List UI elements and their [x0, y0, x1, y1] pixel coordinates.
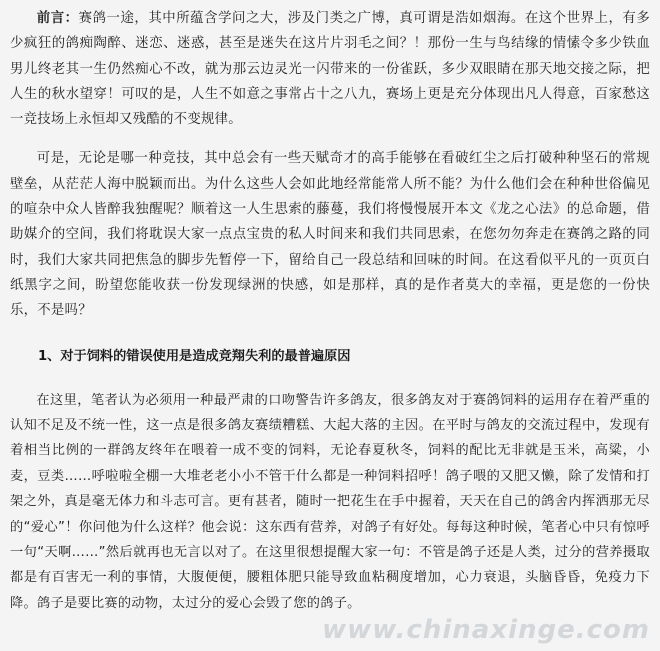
intro-paragraph — [10, 6, 650, 132]
intro-text: 赛鸽一途，其中所蕴含学问之大，涉及门类之广博，真可谓是浩如烟海。在这个世界上，有多少疯狂的鸽痴陶醉、迷恋、迷惑，甚至是迷失在这片片羽毛之间？！那份一生与鸟结缘的情愫令多少铁血男儿终老其一生仍然痴心不改，就为那云边灵光一闪带来的一份雀跃，多少双眼睛在那天地交接之际，把人生的秋水望穿！可叹的是，人生不如意之事常占十之八九，赛场上更是充分体现出凡人得意，百家愁这一竞技场上永恒却又残酷的不变规律。 — [10, 11, 651, 128]
site-watermark: www.chinaxinge.com — [322, 615, 650, 645]
intro-label: 前言： — [36, 10, 79, 26]
second-paragraph: 可是，无论是哪一种竞技，其中总会有一些天赋奇才的高手能够在看破红尘之后打破种种坚石的常规壁垒，从茫茫人海中脱颖而出。为什么这些人会如此地经常能常人所不能？为什么他们会在种种世俗偏见的喧杂中众人皆醉我独醒呢？顺着这一人生思索的藤蔓，我们将慢慢展开本文《龙之心法》的总命题，借助媒介的空间，我们将耽误大家一点点宝贵的私人时间来和我们共同思索，在您勿勿奔走在赛鸽之路的同时，我们大家共同把焦急的脚步先暂停一下，留给自己一段总结和回味的时间。在这看似平凡的一页页白纸黑字之间，盼望您能收获一份发现绿洲的快感，如是那样，真的是作者莫大的幸福，更是您的一份快乐，不是吗？ — [10, 151, 650, 319]
section-paragraph: 在这里，笔者认为必须用一种最严肃的口吻警告许多鸽友，很多鸽友对于赛鸽饲料的运用存在着严重的认知不足及不统一性，这一点是很多鸽友赛绩糟糕、大起大落的主因。在平时与鸽友的交流过程中，发现有着相当比例的一群鸽友终年在喂着一成不变的饲料，无论春夏秋冬，饲料的配比无非就是玉米，高粱，小麦，豆类……呼啦啦全棚一大堆老老小小不管干什么都是一种饲料招呼！鸽子喂的又肥又懒，除了发情和打架之外，真是毫无体力和斗志可言。更有甚者，随时一把花生在手中握着，天天在自己的鸽舍内挥洒那无尽的“爱心”！你问他为什么这样？他会说：这东西有营养，对鸽子有好处。每每这种时候，笔者心中只有惊呼一句“天啊……”然后就再也无言以对了。在这里很想提醒大家一句：不管是鸽子还是人类，过分的营养摄取都是有百害无一利的事情，大腹便便，腰粗体肥只能导致血粘稠度增加，心力衰退，头脑昏昏，免疫力下降。鸽子是要比赛的动物，太过分的爱心会毁了您的鸽子。 — [10, 392, 650, 611]
section-heading: 1、对于饲料的错误使用是造成竞翔失利的最普遍原因 — [38, 348, 351, 364]
